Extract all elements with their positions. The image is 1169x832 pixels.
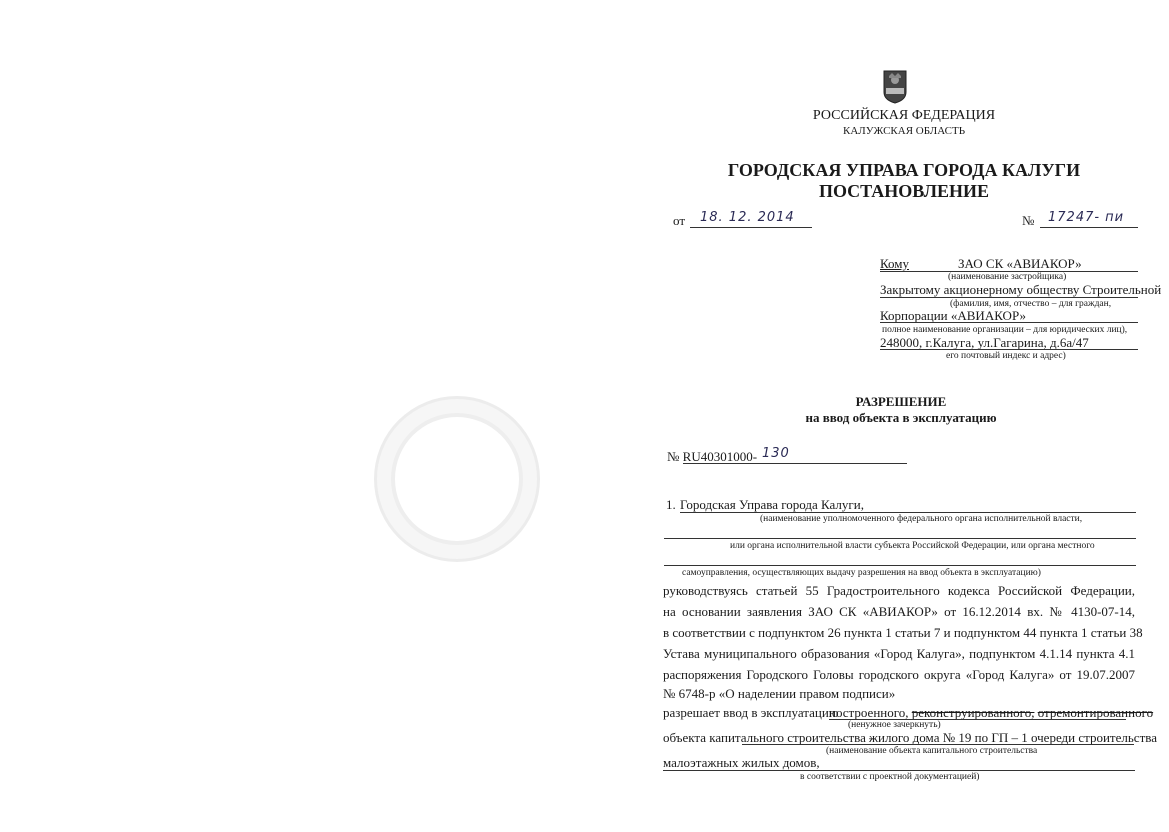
permit-number-underline bbox=[683, 463, 907, 464]
country-title: РОССИЙСКАЯ ФЕДЕРАЦИЯ bbox=[812, 108, 996, 123]
permit-number-handwritten: 130 bbox=[762, 446, 790, 461]
recipient-caption-1: (наименование застройщика) bbox=[948, 272, 1067, 282]
section1-authority: Городская Управа города Калуги, bbox=[680, 497, 864, 512]
doc-type-title: ПОСТАНОВЛЕНИЕ bbox=[818, 181, 990, 201]
option-reconstructed: реконструированного, bbox=[911, 705, 1035, 720]
paragraph-line: руководствуясь статьей 55 Градостроительного кодекса Российской Федерации, bbox=[663, 583, 1135, 598]
section1-line-2 bbox=[664, 538, 1136, 539]
region-title: КАЛУЖСКАЯ ОБЛАСТЬ bbox=[842, 125, 966, 137]
paragraph-line: Устава муниципального образования «Город Калуга», подпунктом 4.1.14 пункта 4.1 bbox=[663, 646, 1135, 661]
number-label: № bbox=[1022, 213, 1035, 228]
section1-number: 1. bbox=[666, 497, 676, 512]
object-underline bbox=[742, 744, 1134, 745]
date-label: от bbox=[673, 213, 686, 228]
number-value: 17247- пи bbox=[1048, 210, 1125, 225]
section1-caption-3: самоуправления, осуществляющих выдачу разрешения на ввод объекта в эксплуатацию) bbox=[682, 568, 1041, 578]
object-underline-2 bbox=[663, 770, 1135, 771]
recipient-line-4 bbox=[880, 349, 1138, 350]
section1-line-3 bbox=[664, 565, 1136, 566]
object-label: объекта капитального строительства – bbox=[663, 730, 876, 745]
authority-title: ГОРОДСКАЯ УПРАВА ГОРОДА КАЛУГИ bbox=[727, 160, 1081, 180]
caption-object-2: в соответствии с проектной документацией) bbox=[800, 772, 980, 782]
number-underline bbox=[1040, 227, 1138, 228]
recipient-line-3 bbox=[880, 322, 1138, 323]
recipient-caption-4: его почтовый индекс и адрес) bbox=[946, 351, 1066, 361]
object-value: жилого дома № 19 по ГП – 1 очереди строительства bbox=[869, 730, 1157, 745]
paragraph-line: № 6748-р «О наделении правом подписи» bbox=[663, 686, 896, 701]
recipient-line-3-text: Корпорации «АВИАКОР» bbox=[880, 308, 1026, 323]
recipient-address: 248000, г.Калуга, ул.Гагарина, д.6а/47 bbox=[880, 335, 1089, 350]
paragraph-line: на основании заявления ЗАО СК «АВИАКОР» от 16.12.2014 вх. № 4130-07-14, bbox=[663, 604, 1135, 619]
recipient-line-2 bbox=[880, 297, 1138, 298]
option-built: построенного, bbox=[829, 705, 909, 720]
caption-strike: (ненужное зачеркнуть) bbox=[848, 720, 941, 730]
object-value-2: малоэтажных жилых домов, bbox=[663, 755, 820, 770]
option-repaired: отремонтированного bbox=[1037, 705, 1154, 720]
date-value: 18. 12. 2014 bbox=[700, 210, 795, 225]
permit-subtitle: на ввод объекта в эксплуатацию bbox=[805, 410, 997, 425]
section1-caption-2: или органа исполнительной власти субъекта Российской Федерации, или органа местного bbox=[730, 541, 1095, 551]
paragraph-line: распоряжения Городского Головы городского округа «Город Калуга» от 19.07.2007 bbox=[663, 667, 1135, 682]
stamp-watermark bbox=[374, 396, 540, 562]
recipient-caption-2: (фамилия, имя, отчество – для граждан, bbox=[950, 299, 1112, 309]
recipient-to-label: Кому bbox=[880, 256, 910, 271]
caption-object: (наименование объекта капитального строительства bbox=[826, 746, 1038, 756]
section1-line-1 bbox=[680, 512, 1136, 513]
permits-label: разрешает ввод в эксплуатацию bbox=[663, 705, 839, 720]
section1-caption-1: (наименование уполномоченного федерального органа исполнительной власти, bbox=[760, 514, 1083, 524]
coat-of-arms-icon bbox=[883, 70, 907, 104]
paragraph-line: в соответствии с подпунктом 26 пункта 1 статьи 7 и подпунктом 44 пункта 1 статьи 38 bbox=[663, 625, 1143, 640]
recipient-to-value: ЗАО СК «АВИАКОР» bbox=[958, 256, 1082, 271]
recipient-line-2-text: Закрытому акционерному обществу Строительной bbox=[880, 282, 1162, 297]
date-underline bbox=[690, 227, 812, 228]
permit-title: РАЗРЕШЕНИЕ bbox=[855, 394, 947, 409]
recipient-caption-3: полное наименование организации – для юридических лиц), bbox=[882, 325, 1128, 335]
permit-number-prefix: № RU40301000- bbox=[667, 449, 758, 464]
